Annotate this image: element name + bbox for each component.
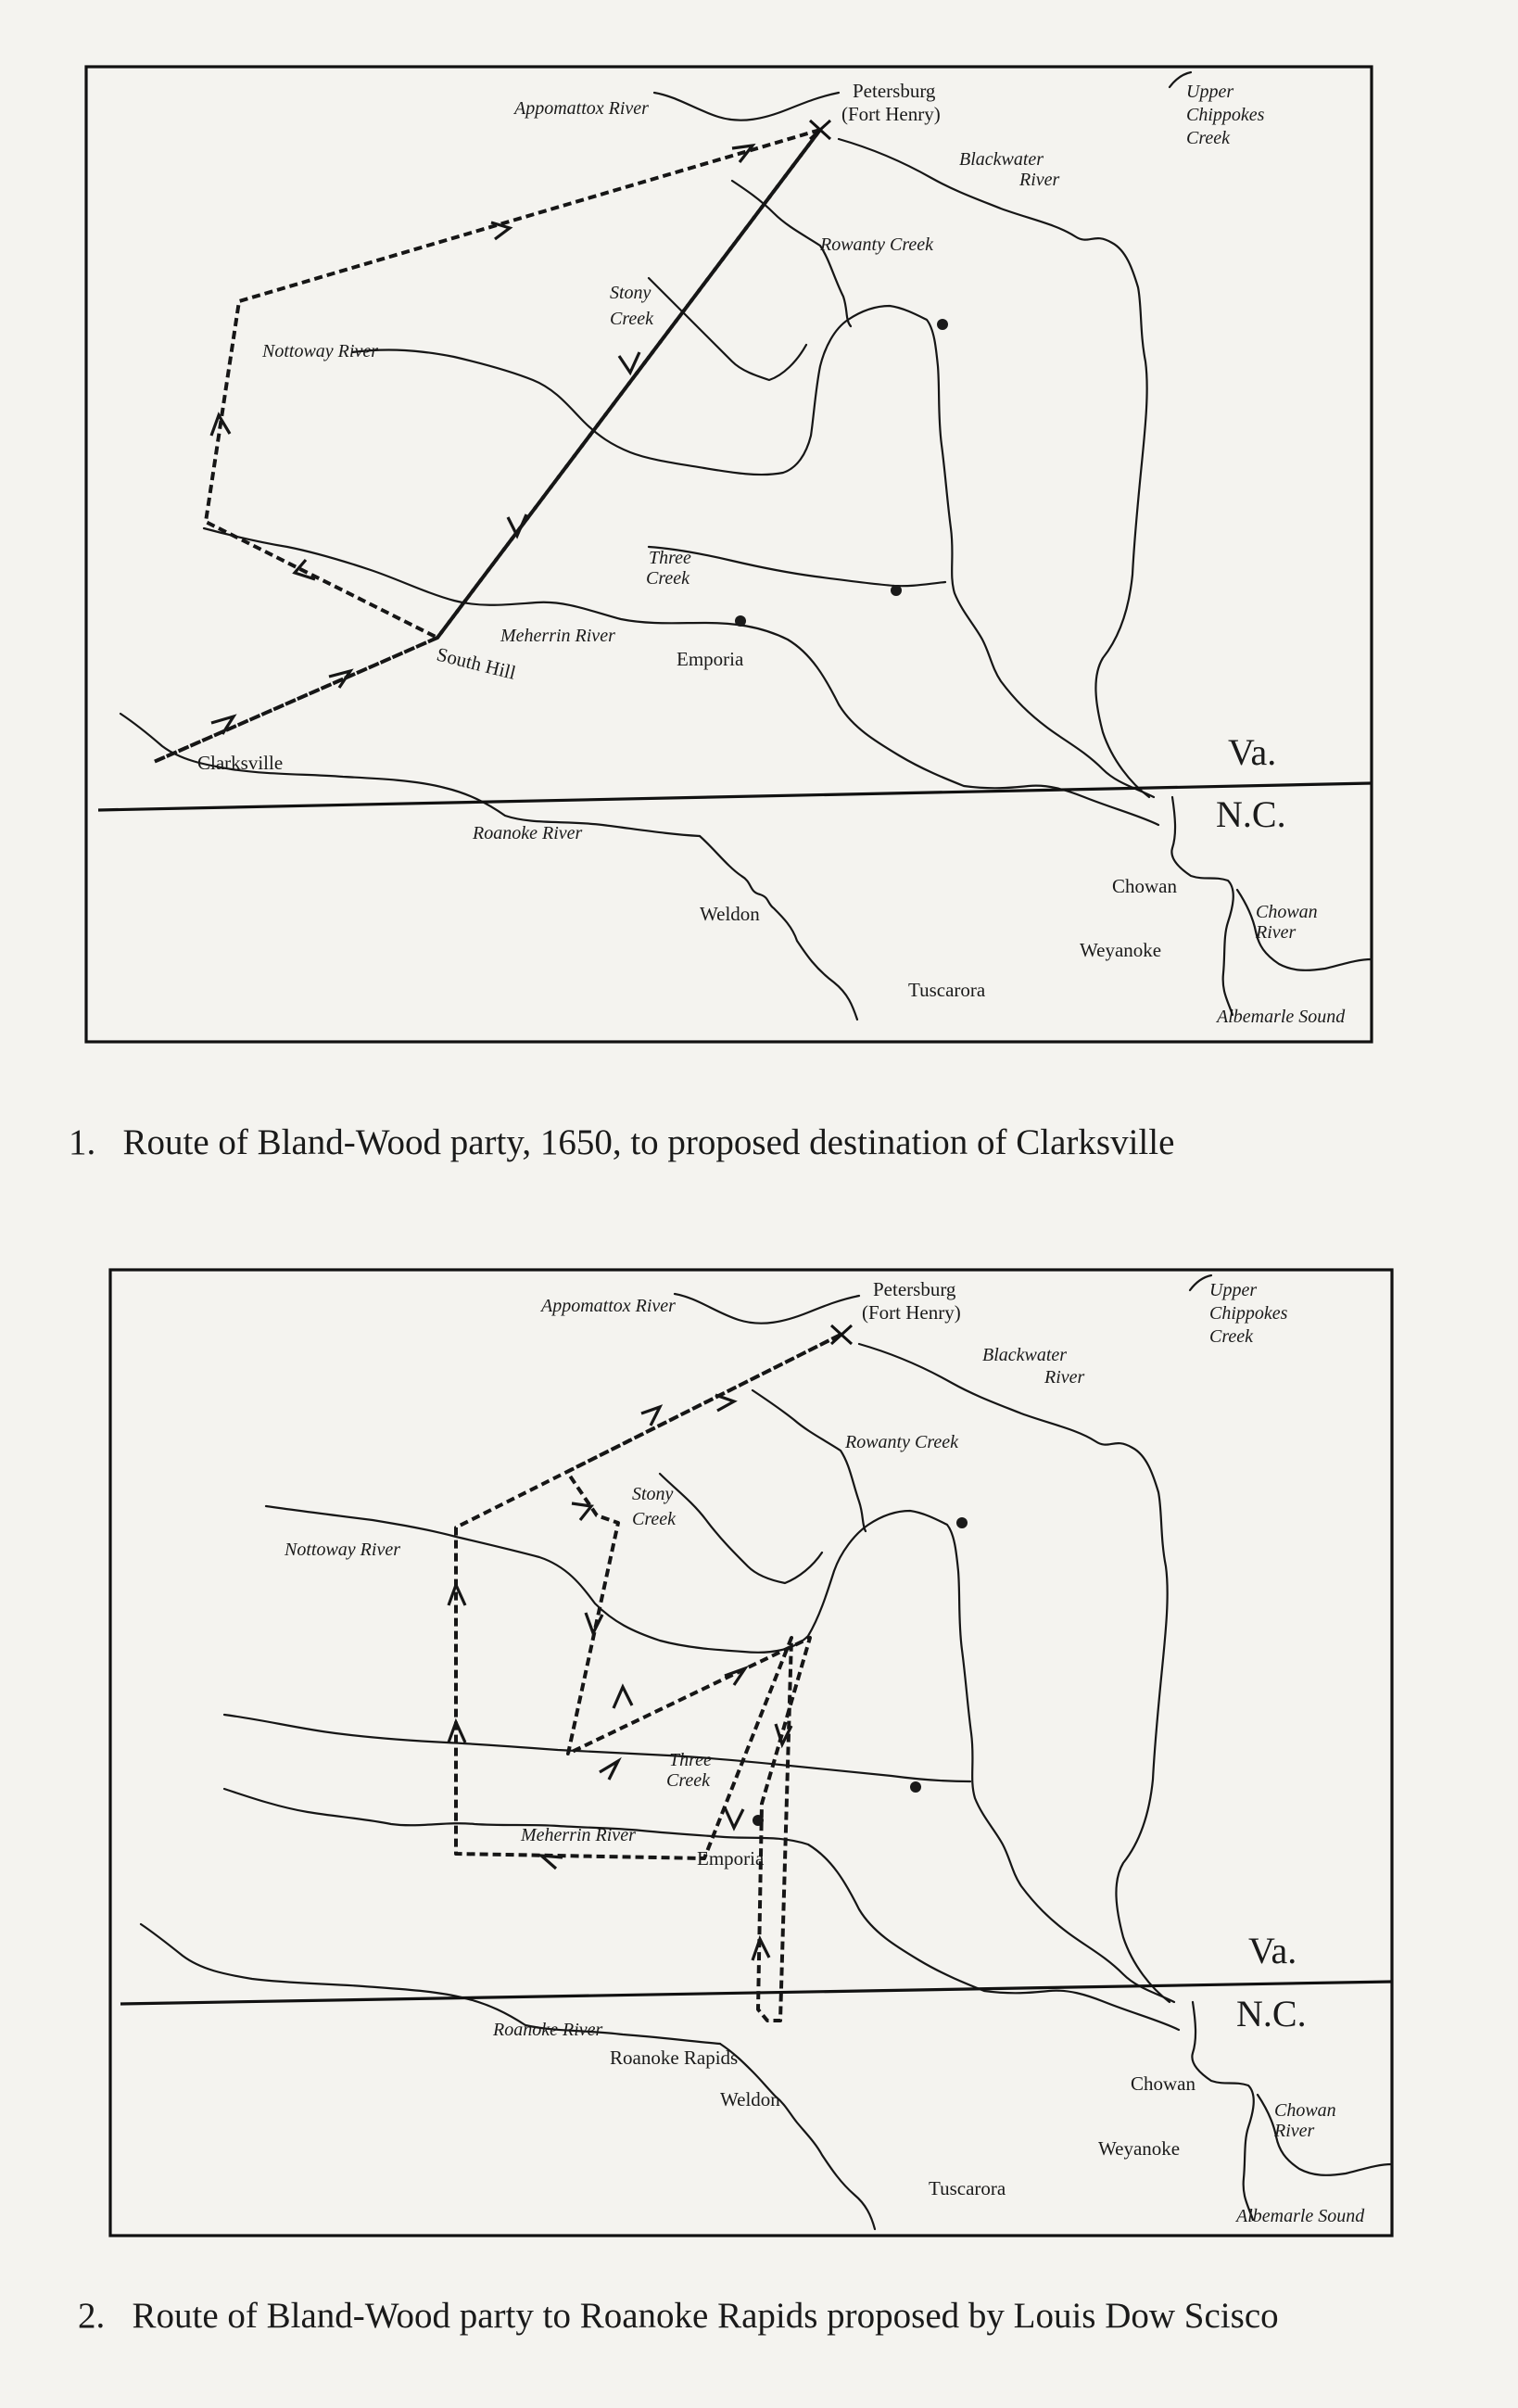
label-weyanoke: Weyanoke [1098,2137,1181,2160]
settlement-dot-three-creek [891,585,902,596]
settlement-dot-emporia [735,615,746,627]
settlement-dot-three-creek [910,1781,921,1793]
label-blackwater-1: Blackwater [959,149,1044,170]
route-arrow [600,1761,618,1780]
appomattox-river-line [654,93,839,120]
label-meherrin: Meherrin River [500,626,615,646]
label-three-2: Creek [646,568,690,589]
label-fort-henry: (Fort Henry) [841,103,941,125]
label-stony-2: Creek [610,309,654,329]
label-rowanty: Rowanty Creek [845,1432,959,1452]
route-arrow [211,716,234,734]
label-upper-chippokes-2: Chippokes [1209,1303,1288,1324]
nottoway-river-line [352,306,1154,797]
label-chowan: Chowan [1131,2072,1195,2095]
caption-2-number: 2. [78,2296,106,2336]
label-weldon: Weldon [720,2088,780,2110]
caption-1-number: 1. [69,1122,96,1162]
label-albemarle: Albemarle Sound [1236,2206,1365,2226]
rowanty-creek-line [753,1390,866,1531]
route-arrow [614,1687,632,1708]
label-tuscarora: Tuscarora [929,2177,1006,2199]
label-three-2: Creek [666,1770,711,1791]
route-arrow [541,1856,563,1869]
label-nc: N.C. [1236,1993,1307,2034]
three-creek-line [224,1715,970,1781]
route-arrow [725,1807,743,1828]
label-blackwater-1: Blackwater [982,1345,1068,1365]
caption-1-text: Route of Bland-Wood party, 1650, to proposed destination of Clarksville [122,1122,1175,1162]
settlement-dot-nottoway [956,1517,968,1528]
label-roanoke: Roanoke River [473,823,583,843]
label-chowan-river-2: River [1274,2121,1315,2141]
route-arrow [641,1407,660,1426]
label-weyanoke: Weyanoke [1080,939,1162,961]
fort-henry-marker [831,1325,852,1344]
label-weldon: Weldon [700,903,760,925]
three-creek-line [649,547,945,586]
label-emporia: Emporia [677,648,744,670]
label-nc: N.C. [1216,793,1286,835]
label-meherrin: Meherrin River [521,1825,636,1845]
label-va: Va. [1228,731,1277,773]
stony-creek-line [649,278,806,380]
caption-1 [69,1122,1174,1163]
route-arrow [572,1503,591,1520]
label-stony-1: Stony [610,283,651,303]
state-line [120,1982,1392,2004]
route-arrow [586,1613,602,1633]
label-appomattox: Appomattox River [514,98,649,119]
route-arrow [619,352,639,373]
label-upper-chippokes-1: Upper [1209,1280,1258,1300]
upper-chippokes-line [1190,1275,1211,1290]
label-rowanty: Rowanty Creek [820,234,934,255]
label-stony-2: Creek [632,1509,677,1529]
label-upper-chippokes-2: Chippokes [1186,105,1265,125]
settlement-dot-nottoway [937,319,948,330]
nottoway-river-line [266,1506,1174,2002]
label-nottoway: Nottoway River [285,1540,400,1560]
label-three-1: Three [649,548,691,568]
route-2 [456,1335,841,2021]
label-albemarle: Albemarle Sound [1217,1007,1346,1027]
map-2 [110,1270,1392,2236]
map-1 [86,67,1372,1042]
label-petersburg: Petersburg [873,1278,956,1300]
map-1-frame [86,67,1372,1042]
roanoke-river-lower-line [720,2044,875,2229]
appomattox-river-line [675,1294,859,1324]
label-upper-chippokes-3: Creek [1209,1326,1254,1347]
caption-2-text: Route of Bland-Wood party to Roanoke Rapids proposed by Louis Dow Scisco [132,2296,1279,2336]
label-petersburg: Petersburg [853,80,936,102]
label-upper-chippokes-1: Upper [1186,82,1234,102]
label-va: Va. [1248,1930,1297,1971]
label-chowan-river-1: Chowan [1256,902,1318,922]
label-nottoway: Nottoway River [262,341,378,361]
label-chowan-river-1: Chowan [1274,2100,1336,2121]
label-roanoke-rapids: Roanoke Rapids [610,2047,739,2069]
label-chowan-river-2: River [1256,922,1297,943]
roanoke-river-upper-line [120,714,700,836]
chowan-river-line [1192,2002,1253,2220]
label-tuscarora: Tuscarora [908,979,986,1001]
roanoke-river-lower-line [700,836,857,1020]
label-three-1: Three [669,1750,712,1770]
caption-2 [78,2295,1279,2337]
label-fort-henry: (Fort Henry) [862,1301,961,1324]
label-clarksville: Clarksville [197,752,284,774]
label-upper-chippokes-3: Creek [1186,128,1231,148]
stony-creek-line [660,1474,822,1583]
label-stony-1: Stony [632,1484,674,1504]
label-emporia: Emporia [697,1847,765,1869]
label-chowan: Chowan [1112,875,1177,897]
label-south-hill: South Hill [434,642,518,684]
state-line [98,783,1372,810]
label-blackwater-2: River [1044,1367,1085,1388]
roanoke-river-upper-line [141,1924,720,2044]
label-blackwater-2: River [1019,170,1060,190]
label-appomattox: Appomattox River [541,1296,676,1316]
route-arrow [715,1395,734,1411]
fort-henry-marker [810,120,830,139]
label-roanoke: Roanoke River [493,2020,603,2040]
